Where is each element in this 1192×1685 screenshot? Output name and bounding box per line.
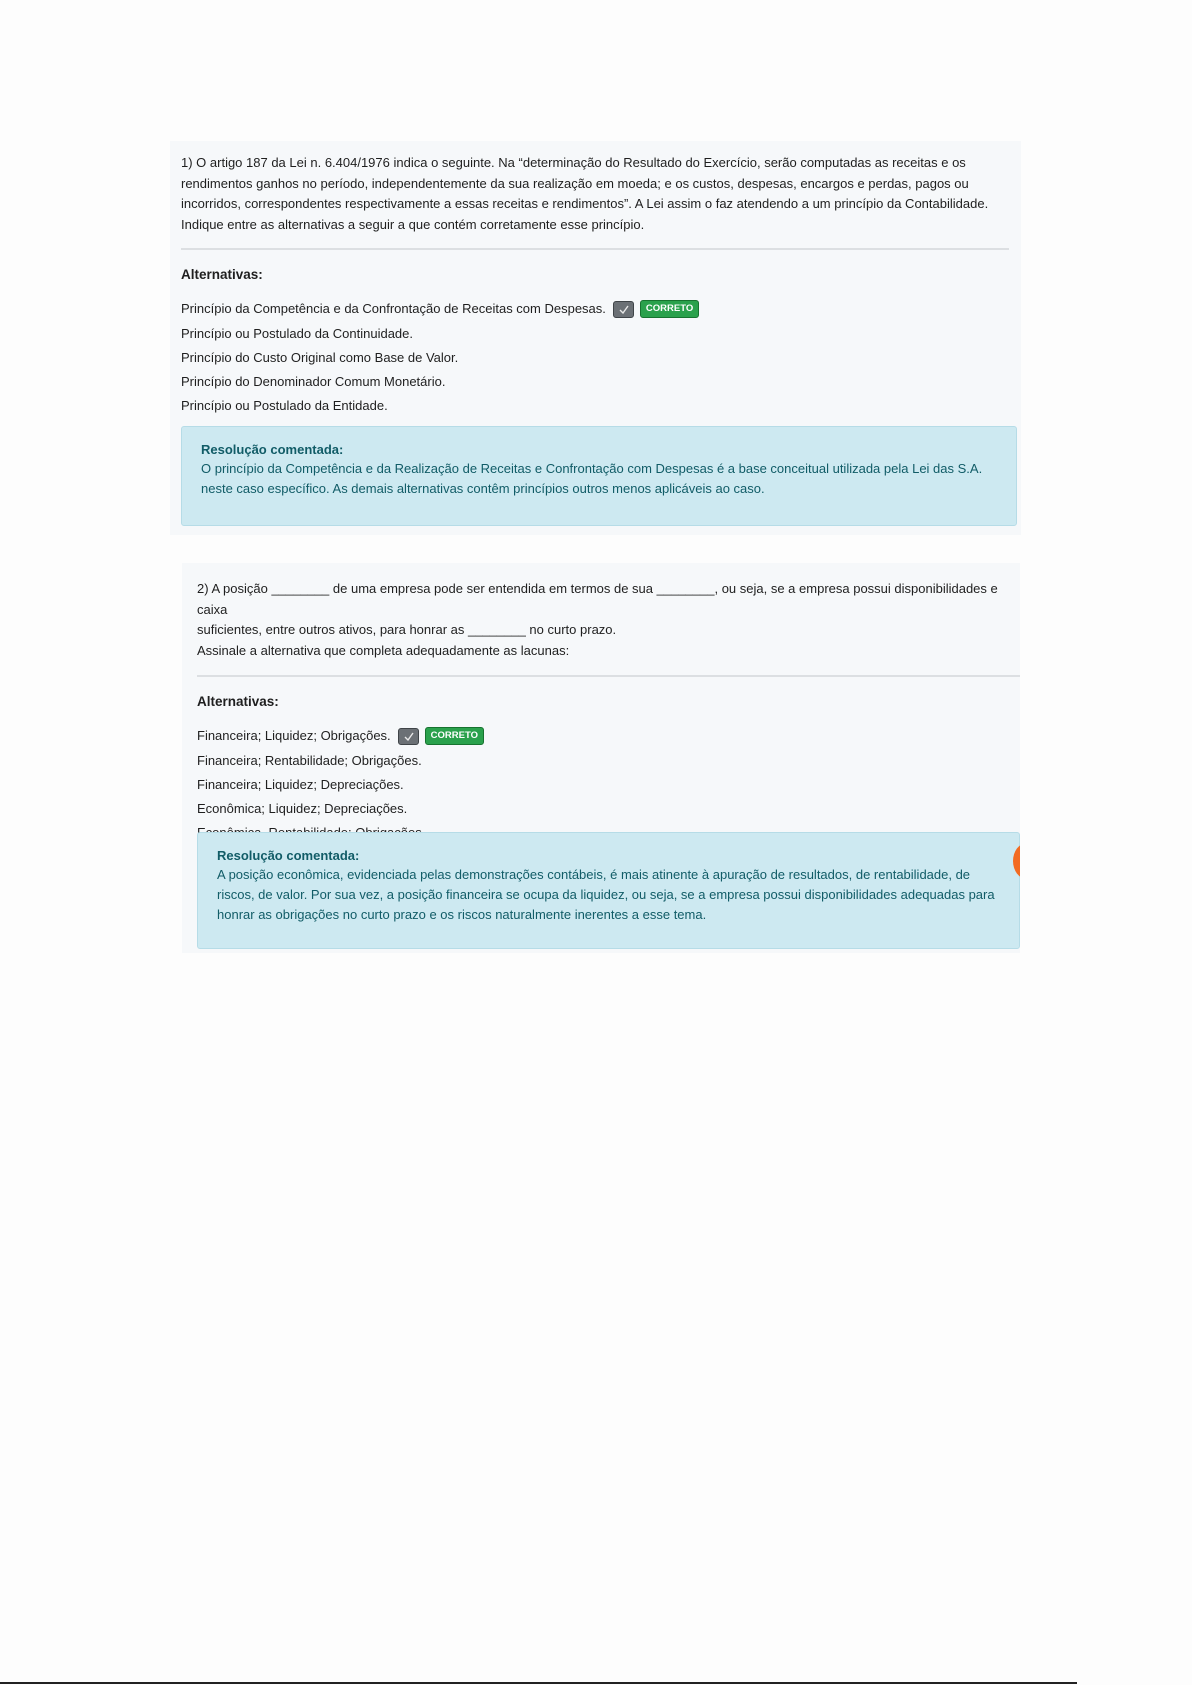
alternative-item[interactable]	[181, 322, 1011, 346]
divider	[197, 675, 1020, 677]
alternative-item[interactable]	[181, 394, 1011, 418]
checkmark-icon	[613, 301, 634, 318]
resolution-text: A posição econômica, evidenciada pelas demonstrações contábeis, é mais atinente à apuração de resultados, de rentabilidade, de riscos, de valor. Por sua vez, a posição financeira se ocupa da liquidez, ou seja, se a empresa possui disponibilidades adequadas para honrar as obrigações no curto prazo e os riscos naturalmente inerentes a esse tema.	[217, 867, 995, 922]
resolution-title: Resolução comentada:	[217, 848, 360, 863]
resolution-box	[181, 426, 1017, 526]
alternative-item[interactable]	[181, 370, 1011, 394]
question-text: 1) O artigo 187 da Lei n. 6.404/1976 indica o seguinte. Na “determinação do Resultado do Exercício, serão computadas as receitas e os rendimentos ganhos no período, independentemente da sua realização em moeda; e os custos, despesas, encargos e perdas, pagos ou incorridos, correspondentes respectivamente a essas receitas e rendimentos”. A Lei assim o faz atendendo a um princípio da Contabilidade. Indique entre as alternativas a seguir a que contém corretamente esse princípio.	[181, 155, 989, 232]
resolution-box	[197, 832, 1020, 949]
alternative-item[interactable]	[181, 346, 1011, 370]
alternatives-list	[197, 723, 1020, 845]
alternative-item[interactable]	[197, 749, 1020, 773]
page-margin	[1020, 560, 1060, 960]
alternatives-list	[181, 296, 1011, 418]
checkmark-icon	[398, 728, 419, 745]
alternative-label: Econômica; Liquidez; Depreciações.	[197, 801, 408, 816]
page-bottom-rule	[0, 1682, 1077, 1684]
alternative-label: Financeira; Rentabilidade; Obrigações.	[197, 753, 422, 768]
alternative-item[interactable]	[197, 723, 1020, 749]
alternative-item[interactable]	[197, 797, 1020, 821]
alternative-label: Financeira; Liquidez; Depreciações.	[197, 777, 404, 792]
alternative-item[interactable]	[197, 773, 1020, 797]
alternative-label: Financeira; Liquidez; Obrigações.	[197, 728, 391, 743]
alternative-label: Princípio ou Postulado da Entidade.	[181, 398, 388, 413]
question-card-2	[182, 563, 1020, 953]
question-text	[197, 579, 1020, 661]
question-text-line: suficientes, entre outros ativos, para honrar as ________ no curto prazo.	[197, 622, 617, 637]
alternatives-title: Alternativas:	[197, 694, 279, 709]
question-text-line: 2) A posição ________ de uma empresa pode ser entendida em termos de sua ________, ou seja, se a empresa possui disponibilidades e caixa	[197, 581, 998, 617]
alternative-label: Princípio da Competência e da Confrontação de Receitas com Despesas.	[181, 301, 606, 316]
correct-badge: CORRETO	[425, 727, 484, 745]
resolution-title: Resolução comentada:	[201, 442, 344, 457]
alternatives-title: Alternativas:	[181, 267, 263, 282]
correct-badge: CORRETO	[640, 300, 699, 318]
divider	[181, 248, 1009, 250]
alternative-label: Princípio do Custo Original como Base de Valor.	[181, 350, 459, 365]
resolution-text: O princípio da Competência e da Realização de Receitas e Confrontação com Despesas é a base conceitual utilizada pela Lei das S.A. neste caso específico. As demais alternativas contêm princípios outros menos aplicáveis ao caso.	[201, 461, 983, 496]
alternative-label: Princípio ou Postulado da Continuidade.	[181, 326, 413, 341]
alternative-label: Princípio do Denominador Comum Monetário.	[181, 374, 446, 389]
alternative-item[interactable]	[181, 296, 1011, 322]
question-text-line: Assinale a alternativa que completa adequadamente as lacunas:	[197, 642, 570, 658]
question-card-1	[170, 141, 1021, 535]
